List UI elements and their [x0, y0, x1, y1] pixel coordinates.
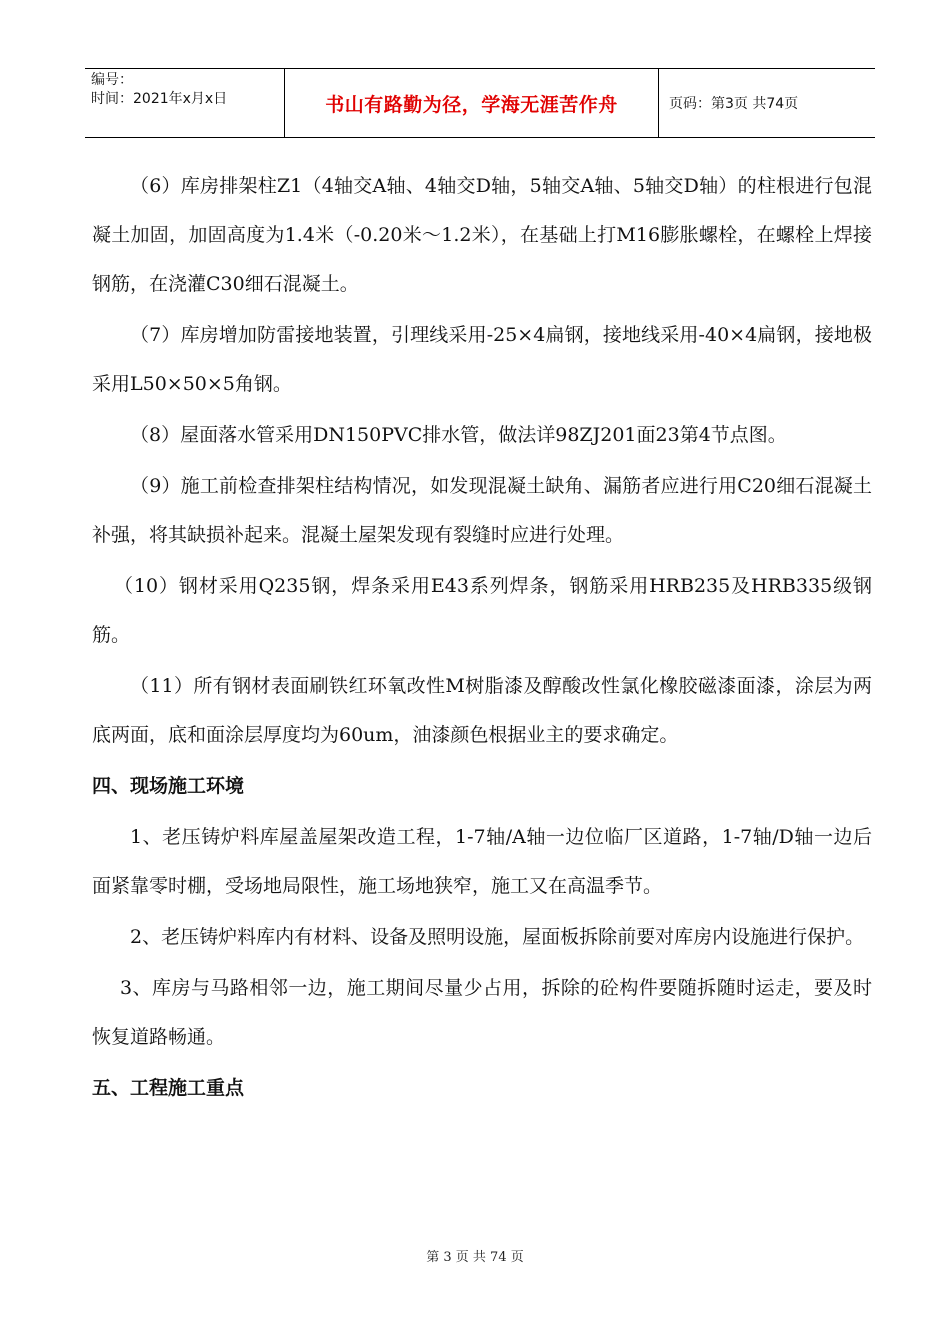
number-label: 编号： — [91, 72, 133, 88]
document-body — [92, 162, 872, 1115]
paragraph-10: （10）钢材采用Q235钢，焊条采用E43系列焊条，钢筋采用HRB235及HRB335级钢筋。 — [92, 575, 872, 646]
page-footer: 第 3 页 共 74 页 — [426, 1250, 524, 1265]
section-4-item-1: 1、老压铸炉料库屋盖屋架改造工程，1-7轴/A轴一边位临厂区道路，1-7轴/D轴一边后面紧靠零时棚，受场地局限性，施工场地狭窄，施工又在高温季节。 — [92, 826, 872, 897]
header-page-info: 页码：第3页 共74页 — [669, 96, 799, 112]
paragraph-9: （9）施工前检查排架柱结构情况，如发现混凝土缺角、漏筋者应进行用C20细石混凝土补强，将其缺损补起来。混凝土屋架发现有裂缝时应进行处理。 — [92, 475, 872, 546]
section-4-item-3: 3、库房与马路相邻一边，施工期间尽量少占用，拆除的砼构件要随拆随时运走，要及时恢复道路畅通。 — [92, 977, 872, 1048]
paragraph-7: （7）库房增加防雷接地装置，引理线采用-25×4扁钢，接地线采用-40×4扁钢，接地极采用L50×50×5角钢。 — [92, 324, 872, 395]
page-header — [85, 68, 875, 138]
section-4-item-2: 2、老压铸炉料库内有材料、设备及照明设施，屋面板拆除前要对库房内设施进行保护。 — [130, 926, 865, 948]
header-meta — [85, 69, 285, 137]
paragraph-8: （8）屋面落水管采用DN150PVC排水管，做法详98ZJ201面23第4节点图。 — [130, 424, 787, 446]
paragraph-11: （11）所有钢材表面刷铁红环氧改性M树脂漆及醇酸改性氯化橡胶磁漆面漆，涂层为两底两面，底和面涂层厚度均为60um，油漆颜色根据业主的要求确定。 — [92, 675, 872, 746]
paragraph-6: （6）库房排架柱Z1（4轴交A轴、4轴交D轴，5轴交A轴、5轴交D轴）的柱根进行包混凝土加固，加固高度为1.4米（-0.20米～1.2米），在基础上打M16膨胀螺栓，在螺栓上焊接钢筋，在浇灌C30细石混凝土。 — [92, 175, 872, 295]
section-4-heading: 四、现场施工环境 — [92, 775, 245, 797]
time-label: 时间：2021年x月x日 — [91, 91, 228, 107]
section-5-heading: 五、工程施工重点 — [92, 1077, 245, 1099]
header-motto: 书山有路勤为径，学海无涯苦作舟 — [285, 69, 659, 137]
